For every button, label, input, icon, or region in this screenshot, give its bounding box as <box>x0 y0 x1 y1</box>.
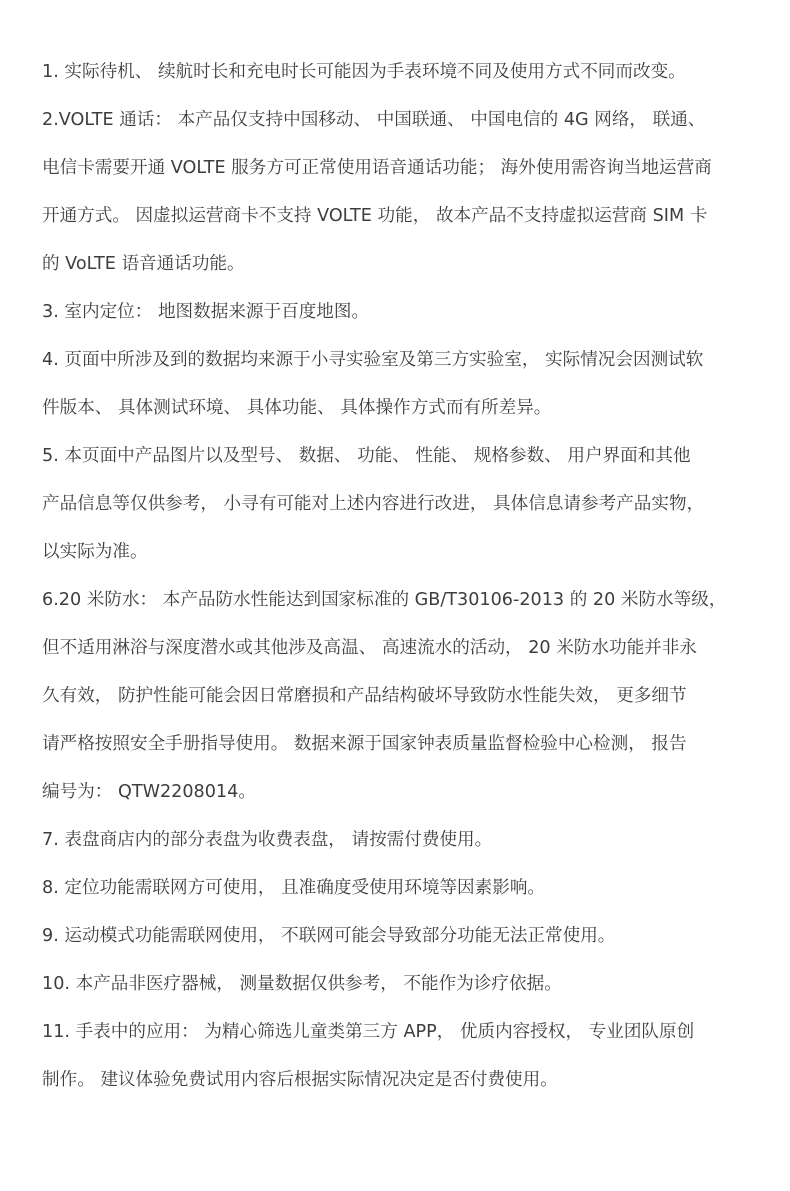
note-line-1: 1. 实际待机、 续航时长和充电时长可能因为手表环境不同及使用方式不同而改变。 <box>42 62 686 82</box>
note-line-10: 产品信息等仅供参考， 小寻有可能对上述内容进行改进， 具体信息请参考产品实物， <box>42 494 705 514</box>
note-line-16: 编号为： QTW2208014。 <box>42 782 256 802</box>
note-line-7: 4. 页面中所涉及到的数据均来源于小寻实验室及第三方实验室， 实际情况会因测试软 <box>42 350 704 370</box>
note-line-11: 以实际为准。 <box>42 542 148 562</box>
note-line-8: 件版本、 具体测试环境、 具体功能、 具体操作方式而有所差异。 <box>42 398 552 418</box>
note-line-9: 5. 本页面中产品图片以及型号、 数据、 功能、 性能、 规格参数、 用户界面和其他 <box>42 446 691 466</box>
note-line-18: 8. 定位功能需联网方可使用， 且准确度受使用环境等因素影响。 <box>42 878 546 898</box>
note-line-2: 2.VOLTE 通话： 本产品仅支持中国移动、 中国联通、 中国电信的 4G 网络， 联通、 <box>42 110 706 130</box>
note-line-4: 开通方式。 因虚拟运营商卡不支持 VOLTE 功能， 故本产品不支持虚拟运营商 SIM 卡 <box>42 206 708 226</box>
note-line-17: 7. 表盘商店内的部分表盘为收费表盘， 请按需付费使用。 <box>42 830 493 850</box>
note-line-21: 11. 手表中的应用： 为精心筛选儿童类第三方 APP， 优质内容授权， 专业团队原创 <box>42 1022 695 1042</box>
disclaimer-notes <box>42 48 746 1104</box>
note-line-13: 但不适用淋浴与深度潜水或其他涉及高温、 高速流水的活动， 20 米防水功能并非永 <box>42 638 697 658</box>
note-line-14: 久有效， 防护性能可能会因日常磨损和产品结构破坏导致防水性能失效， 更多细节 <box>42 686 687 706</box>
note-line-15: 请严格按照安全手册指导使用。 数据来源于国家钟表质量监督检验中心检测， 报告 <box>42 734 687 754</box>
note-line-5: 的 VoLTE 语音通话功能。 <box>42 254 245 274</box>
note-line-19: 9. 运动模式功能需联网使用， 不联网可能会导致部分功能无法正常使用。 <box>42 926 616 946</box>
note-line-20: 10. 本产品非医疗器械， 测量数据仅供参考， 不能作为诊疗依据。 <box>42 974 562 994</box>
note-line-3: 电信卡需要开通 VOLTE 服务方可正常使用语音通话功能； 海外使用需咨询当地运营商 <box>42 158 712 178</box>
note-line-6: 3. 室内定位： 地图数据来源于百度地图。 <box>42 302 370 322</box>
note-line-12: 6.20 米防水： 本产品防水性能达到国家标准的 GB/T30106-2013 的 20 米防水等级， <box>42 590 727 610</box>
note-line-22: 制作。 建议体验免费试用内容后根据实际情况决定是否付费使用。 <box>42 1070 558 1090</box>
